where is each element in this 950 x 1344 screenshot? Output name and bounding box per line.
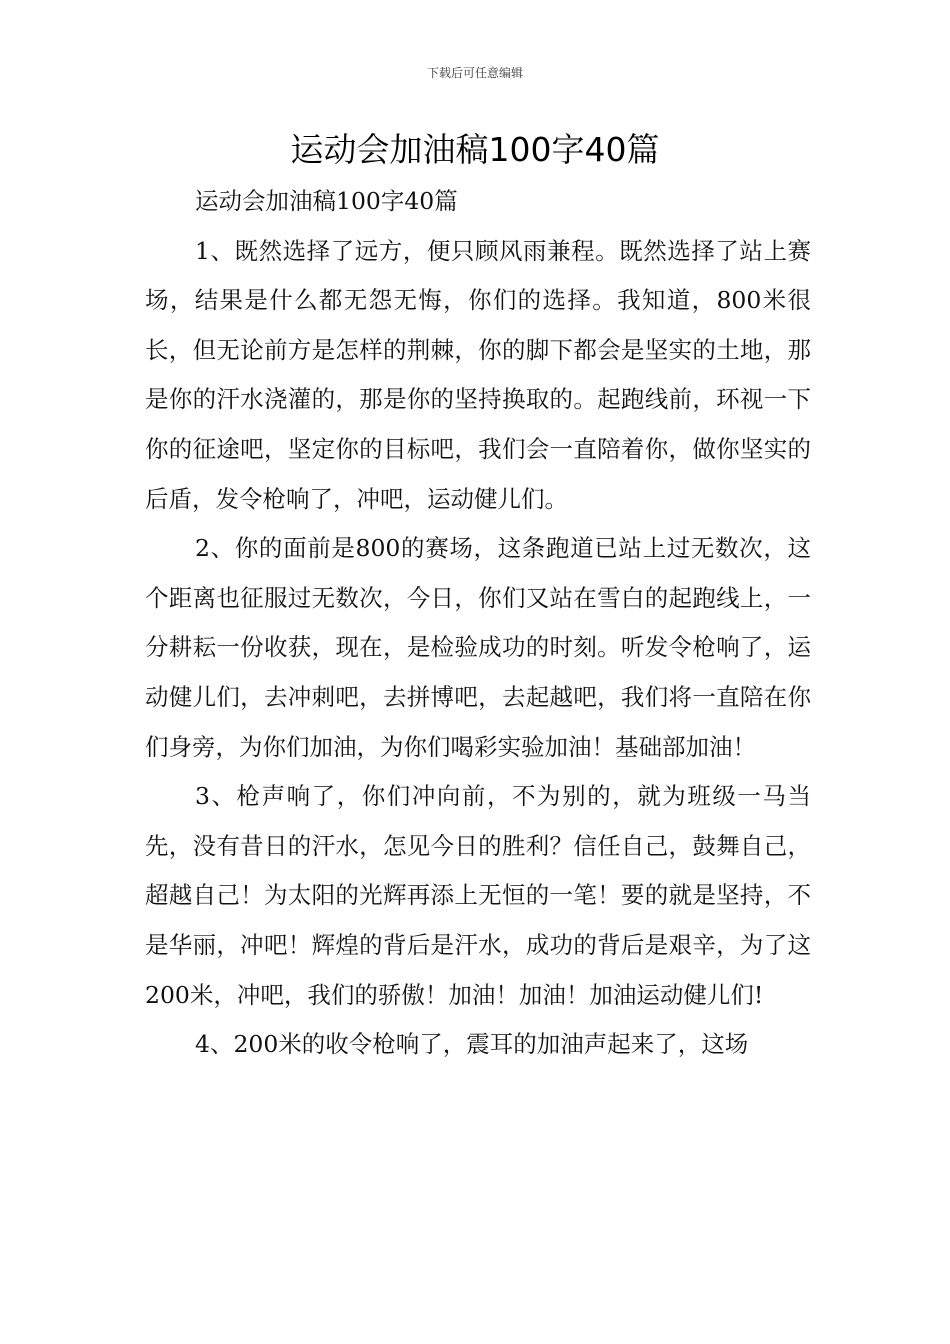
document-title: 运动会加油稿100字40篇 [290, 130, 660, 169]
document-body [145, 177, 811, 1070]
subtitle-line: 运动会加油稿100字40篇 [195, 187, 458, 215]
paragraph-4: 4、200米的收令枪响了，震耳的加油声起来了，这场 [195, 1030, 749, 1059]
header-note: 下载后可任意编辑 [426, 66, 523, 80]
paragraph-1: 1、既然选择了远方，便只顾风雨兼程。既然选择了站上赛场，结果是什么都无怨无悔，你们的选择。我知道，800米很长，但无论前方是怎样的荆棘，你的脚下都会是坚实的土地，那是你的汗水浇灌的，那是你的坚持换取的。起跑线前，环视一下你的征途吧，坚定你的目标吧，我们会一直陪着你，做你坚实的后盾，发令枪响了，冲吧，运动健儿们。 [145, 236, 811, 513]
paragraph-3: 3、枪声响了，你们冲向前，不为别的，就为班级一马当先，没有昔日的汗水，怎见今日的胜利？信任自己，鼓舞自己，超越自己！为太阳的光辉再添上无恒的一笔！要的就是坚持，不是华丽，冲吧！辉煌的背后是汗水，成功的背后是艰辛，为了这200米，冲吧，我们的骄傲！加油！加油！加油运动健儿们! [145, 782, 811, 1009]
paragraph-2: 2、你的面前是800的赛场，这条跑道已站上过无数次，这个距离也征服过无数次，今日，你们又站在雪白的起跑线上，一分耕耘一份收获，现在，是检验成功的时刻。听发令枪响了，运动健儿们，去冲刺吧，去拼博吧，去起越吧，我们将一直陪在你们身旁，为你们加油，为你们喝彩实验加油！基础部加油！ [145, 534, 811, 761]
